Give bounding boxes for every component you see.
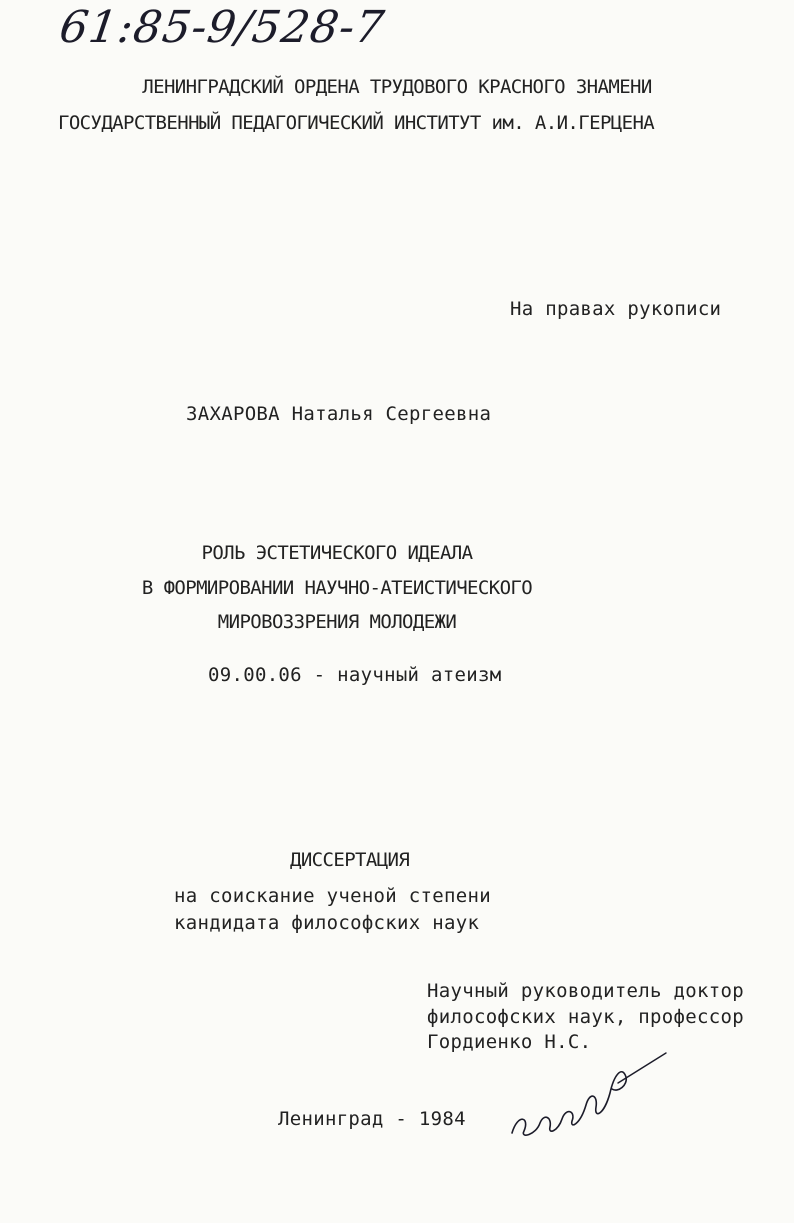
rights-note: На правах рукописи [510,298,722,320]
author-name: ЗАХАРОВА Наталья Сергеевна [186,403,492,425]
supervisor-line-3: Гордиенко Н.С. [427,1031,592,1053]
supervisor-line-2: философских наук, профессор [427,1006,744,1028]
institution-line-1: ЛЕНИНГРАДСКИЙ ОРДЕНА ТРУДОВОГО КРАСНОГО ЗНАМЕНИ [142,76,652,98]
specialty: 09.00.06 - научный атеизм [208,664,502,686]
dissertation-line-1: на соискание ученой степени [174,885,491,907]
title-line-3: МИРОВОЗЗРЕНИЯ МОЛОДЕЖИ [217,611,457,633]
supervisor-line-1: Научный руководитель доктор [427,980,744,1002]
place-year: Ленинград - 1984 [278,1108,466,1130]
dissertation-heading: ДИССЕРТАЦИЯ [290,849,410,871]
dissertation-line-2: кандидата философских наук [174,912,480,934]
archive-mark: 61:85-9/528-7 [56,2,388,53]
institution-line-2: ГОСУДАРСТВЕННЫЙ ПЕДАГОГИЧЕСКИЙ ИНСТИТУТ им. А.И.ГЕРЦЕНА [58,112,655,134]
title-line-2: В ФОРМИРОВАНИИ НАУЧНО-АТЕИСТИЧЕСКОГО [141,577,533,599]
title-line-1: РОЛЬ ЭСТЕТИЧЕСКОГО ИДЕАЛА [201,542,473,564]
handwritten-signature [500,1035,670,1145]
